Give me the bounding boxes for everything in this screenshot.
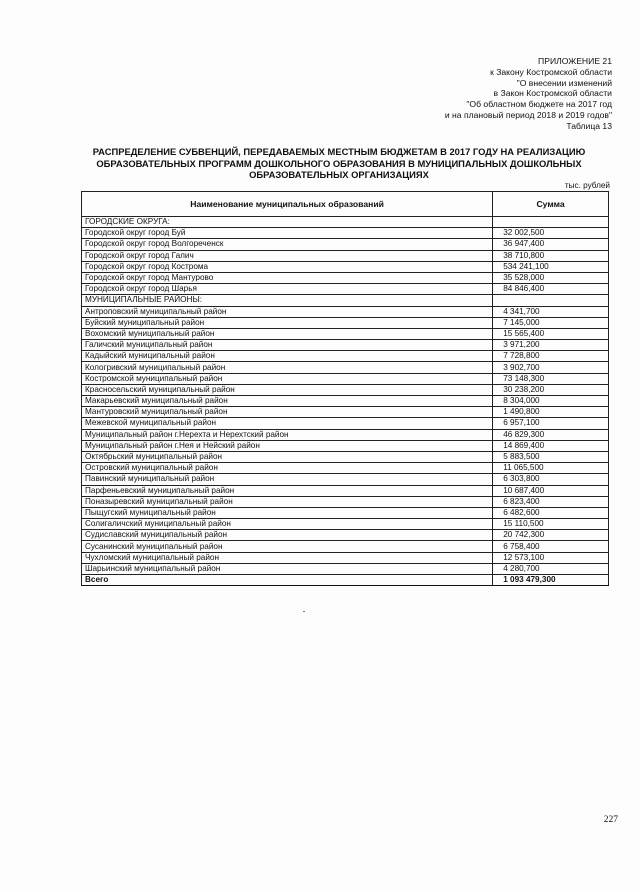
municipality-name: Городской округ город Кострома xyxy=(82,261,493,272)
municipality-name: Буйский муниципальный район xyxy=(82,317,493,328)
table-number: Таблица 13 xyxy=(566,120,612,131)
amount-cell: 4 280,700 xyxy=(493,563,609,574)
amount-cell: 7 728,800 xyxy=(493,351,609,362)
units-label: тыс. рублей xyxy=(564,181,610,190)
table-row xyxy=(82,418,609,429)
title-line-3: ОБРАЗОВАТЕЛЬНЫХ ОРГАНИЗАЦИЯХ xyxy=(249,169,429,180)
appendix-number: ПРИЛОЖЕНИЕ 21 xyxy=(538,56,612,66)
subsidy-table-container xyxy=(81,191,609,586)
amount-cell xyxy=(493,217,609,228)
municipality-name: Городской округ город Галич xyxy=(82,250,493,261)
table-row xyxy=(82,351,609,362)
appendix-budget-title: "Об областном бюджете на 2017 год xyxy=(466,99,612,110)
municipality-name: Муниципальный район г.Нерехта и Нерехтский район xyxy=(82,429,493,440)
municipality-name: Галичский муниципальный район xyxy=(82,340,493,351)
table-row xyxy=(82,541,609,552)
table-row xyxy=(82,552,609,563)
municipality-name: Костромской муниципальный район xyxy=(82,373,493,384)
municipality-name: Судиславский муниципальный район xyxy=(82,530,493,541)
section-header-row xyxy=(82,217,609,228)
table-body xyxy=(82,217,609,586)
amount-cell xyxy=(493,295,609,306)
amount-cell: 30 238,200 xyxy=(493,384,609,395)
table-row xyxy=(82,373,609,384)
table-row xyxy=(82,261,609,272)
table-row xyxy=(82,474,609,485)
appendix-law-ref: к Закону Костромской области xyxy=(490,66,612,77)
amount-cell: 7 145,000 xyxy=(493,317,609,328)
municipality-name: Парфеньевский муниципальный район xyxy=(82,485,493,496)
appendix-planning-period: и на плановый период 2018 и 2019 годов" xyxy=(444,109,612,120)
section-label: МУНИЦИПАЛЬНЫЕ РАЙОНЫ: xyxy=(82,295,493,306)
municipality-name: Красносельский муниципальный район xyxy=(82,384,493,395)
municipality-name: Городской округ город Шарья xyxy=(82,284,493,295)
table-row xyxy=(82,519,609,530)
municipality-name: Поназыревский муниципальный район xyxy=(82,496,493,507)
amount-cell: 12 573,100 xyxy=(493,552,609,563)
amount-cell: 35 528,000 xyxy=(493,272,609,283)
municipality-name: Сусанинский муниципальный район xyxy=(82,541,493,552)
municipality-name: Муниципальный район г.Нея и Нейский район xyxy=(82,440,493,451)
table-row xyxy=(82,250,609,261)
municipality-name: Пыщугский муниципальный район xyxy=(82,507,493,518)
amount-cell: 4 341,700 xyxy=(493,306,609,317)
municipality-name: Чухломский муниципальный район xyxy=(82,552,493,563)
table-row xyxy=(82,440,609,451)
municipality-name: Городской округ город Мантурово xyxy=(82,272,493,283)
amount-cell: 8 304,000 xyxy=(493,396,609,407)
table-row xyxy=(82,317,609,328)
total-amount: 1 093 479,300 xyxy=(493,575,609,586)
table-row xyxy=(82,362,609,373)
municipality-name: Вохомский муниципальный район xyxy=(82,328,493,339)
amount-cell: 6 482,600 xyxy=(493,507,609,518)
amount-cell: 84 846,400 xyxy=(493,284,609,295)
appendix-header xyxy=(445,56,612,132)
amount-cell: 73 148,300 xyxy=(493,373,609,384)
table-row xyxy=(82,451,609,462)
amount-cell: 6 303,800 xyxy=(493,474,609,485)
table-row xyxy=(82,463,609,474)
table-row xyxy=(82,228,609,239)
municipality-name: Шарьинский муниципальный район xyxy=(82,563,493,574)
municipality-name: Макарьевский муниципальный район xyxy=(82,396,493,407)
amount-cell: 15 565,400 xyxy=(493,328,609,339)
subsidy-table xyxy=(81,191,609,586)
table-row xyxy=(82,485,609,496)
municipality-name: Городской округ город Волгореченск xyxy=(82,239,493,250)
appendix-law-name: в Закон Костромской области xyxy=(493,88,612,99)
amount-cell: 5 883,500 xyxy=(493,451,609,462)
amount-cell: 15 110,500 xyxy=(493,519,609,530)
municipality-name: Островский муниципальный район xyxy=(82,463,493,474)
title-line-2: ОБРАЗОВАТЕЛЬНЫХ ПРОГРАММ ДОШКОЛЬНОГО ОБРАЗОВАНИЯ В МУНИЦИПАЛЬНЫХ ДОШКОЛЬНЫХ xyxy=(96,157,582,169)
amount-cell: 36 947,400 xyxy=(493,239,609,250)
municipality-name: Октябрьский муниципальный район xyxy=(82,451,493,462)
column-header-sum: Сумма xyxy=(493,192,609,217)
column-header-name: Наименование муниципальных образований xyxy=(82,192,493,217)
amount-cell: 38 710,800 xyxy=(493,250,609,261)
table-row xyxy=(82,396,609,407)
table-row xyxy=(82,239,609,250)
amount-cell: 6 758,400 xyxy=(493,541,609,552)
table-row xyxy=(82,563,609,574)
table-row xyxy=(82,507,609,518)
section-label: ГОРОДСКИЕ ОКРУГА: xyxy=(82,217,493,228)
amount-cell: 32 002,500 xyxy=(493,228,609,239)
amount-cell: 6 957,100 xyxy=(493,418,609,429)
amount-cell: 6 823,400 xyxy=(493,496,609,507)
municipality-name: Кадыйский муниципальный район xyxy=(82,351,493,362)
amount-cell: 14 869,400 xyxy=(493,440,609,451)
table-row xyxy=(82,306,609,317)
amount-cell: 3 902,700 xyxy=(493,362,609,373)
document-title xyxy=(78,146,600,181)
table-row xyxy=(82,272,609,283)
section-header-row xyxy=(82,295,609,306)
municipality-name: Городской округ город Буй xyxy=(82,228,493,239)
table-row xyxy=(82,284,609,295)
table-row xyxy=(82,340,609,351)
table-row xyxy=(82,328,609,339)
amount-cell: 1 490,800 xyxy=(493,407,609,418)
municipality-name: Мантуровский муниципальный район xyxy=(82,407,493,418)
amount-cell: 46 829,300 xyxy=(493,429,609,440)
amount-cell: 534 241,100 xyxy=(493,261,609,272)
scan-mark xyxy=(303,611,305,612)
municipality-name: Кологривский муниципальный район xyxy=(82,362,493,373)
municipality-name: Павинский муниципальный район xyxy=(82,474,493,485)
title-line-1: РАСПРЕДЕЛЕНИЕ СУБВЕНЦИЙ, ПЕРЕДАВАЕМЫХ МЕСТНЫМ БЮДЖЕТАМ В 2017 ГОДУ НА РЕАЛИЗАЦИЮ xyxy=(92,146,586,157)
amount-cell: 11 065,500 xyxy=(493,463,609,474)
amount-cell: 3 971,200 xyxy=(493,340,609,351)
municipality-name: Антроповский муниципальный район xyxy=(82,306,493,317)
table-row xyxy=(82,429,609,440)
municipality-name: Межевской муниципальный район xyxy=(82,418,493,429)
total-label: Всего xyxy=(82,575,493,586)
amount-cell: 20 742,300 xyxy=(493,530,609,541)
amount-cell: 10 687,400 xyxy=(493,485,609,496)
municipality-name: Солигаличский муниципальный район xyxy=(82,519,493,530)
table-row xyxy=(82,530,609,541)
table-row xyxy=(82,496,609,507)
table-row xyxy=(82,407,609,418)
total-row xyxy=(82,575,609,586)
page-number: 227 xyxy=(603,815,618,825)
table-row xyxy=(82,384,609,395)
appendix-amendment-ref: "О внесении изменений xyxy=(516,77,612,88)
table-header-row xyxy=(82,192,609,217)
